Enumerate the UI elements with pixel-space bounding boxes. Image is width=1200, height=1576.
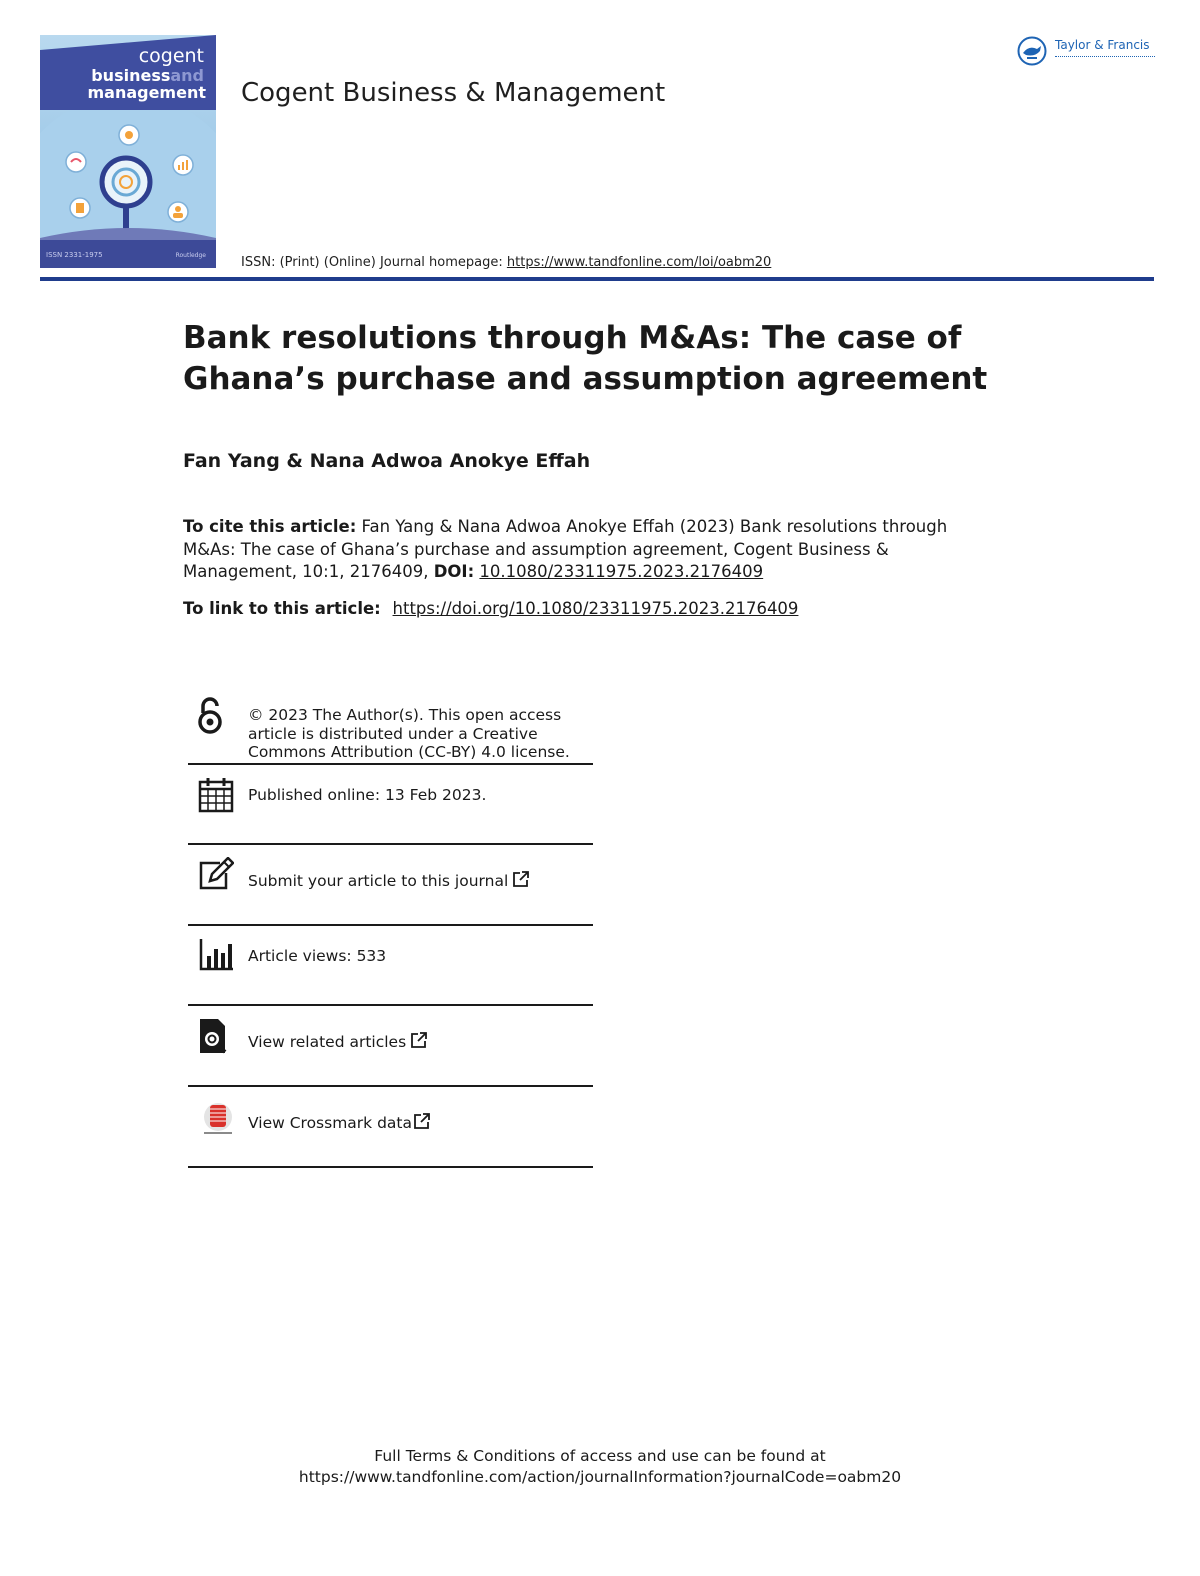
external-link-icon	[410, 1031, 428, 1049]
cover-publisher: Routledge	[175, 252, 206, 259]
journal-title: Cogent Business & Management	[241, 78, 666, 108]
crossmark-row[interactable]	[188, 1087, 593, 1167]
bar-chart-icon	[198, 936, 234, 972]
cover-title-business: businessand	[91, 66, 204, 85]
article-link-line	[183, 599, 798, 618]
license-row	[188, 700, 593, 764]
citation-block	[183, 516, 983, 584]
submit-row[interactable]	[188, 845, 593, 925]
journal-cover	[40, 35, 216, 268]
article-views: Article views: 533	[248, 947, 387, 965]
issn-homepage-line	[241, 255, 771, 270]
edit-icon	[198, 857, 234, 893]
external-link-icon	[512, 870, 530, 888]
crossmark-icon	[200, 1101, 236, 1137]
terms-text: Full Terms & Conditions of access and use can be found at	[374, 1447, 826, 1465]
publisher-logo[interactable]	[1015, 34, 1160, 70]
related-row[interactable]	[188, 1006, 593, 1086]
related-search-icon	[198, 1018, 234, 1054]
terms-url[interactable]: https://www.tandfonline.com/action/journalInformation?journalCode=oabm20	[298, 1468, 902, 1486]
view-related-articles-link[interactable]	[248, 1031, 588, 1052]
cover-artwork	[40, 110, 216, 240]
taylor-francis-lamp-icon	[1017, 36, 1047, 66]
terms-footer	[0, 1446, 1200, 1488]
cite-doi-label: DOI:	[433, 562, 475, 581]
published-row	[188, 765, 593, 843]
article-doi-link[interactable]: https://doi.org/10.1080/23311975.2023.2176409	[392, 599, 799, 618]
issn-text: ISSN: (Print) (Online) Journal homepage:	[241, 255, 507, 270]
cite-doi-link[interactable]: 10.1080/23311975.2023.2176409	[479, 562, 764, 581]
views-row	[188, 926, 593, 1004]
journal-homepage-link[interactable]: https://www.tandfonline.com/loi/oabm20	[506, 255, 772, 270]
article-title-line-2: Ghana’s purchase and assumption agreement	[183, 361, 988, 397]
cite-text: Fan Yang & Nana Adwoa Anokye Effah (2023) Bank resolutions through M&As: The case of Ghana’s purchase and assumption agreement, Cogent Business & Management, 10:1, 2176409,	[183, 517, 948, 581]
publisher-name: Taylor & Francis	[1055, 38, 1150, 52]
calendar-icon	[198, 777, 234, 813]
cover-title-cogent: cogent	[138, 45, 204, 67]
open-access-icon	[192, 696, 228, 736]
link-label: To link to this article:	[183, 599, 387, 618]
submit-article-label: Submit your article to this journal	[248, 872, 509, 890]
view-crossmark-link[interactable]	[248, 1112, 588, 1133]
article-title	[183, 318, 1003, 400]
external-link-icon	[413, 1112, 431, 1130]
cover-title-management: management	[87, 83, 206, 102]
article-title-line-1: Bank resolutions through M&As: The case of	[183, 320, 962, 356]
submit-article-link[interactable]	[248, 870, 588, 891]
header-divider	[40, 277, 1154, 281]
license-text: © 2023 The Author(s). This open access article is distributed under a Creative Commons Attribution (CC-BY) 4.0 license.	[248, 706, 570, 761]
info-divider	[188, 1166, 593, 1168]
view-crossmark-label: View Crossmark data	[248, 1114, 412, 1132]
view-related-label: View related articles	[248, 1033, 407, 1051]
publisher-tagline	[1055, 56, 1155, 60]
cover-issn: ISSN 2331-1975	[46, 251, 103, 259]
article-authors: Fan Yang & Nana Adwoa Anokye Effah	[183, 450, 591, 472]
published-date: Published online: 13 Feb 2023.	[248, 786, 487, 804]
cite-label: To cite this article:	[183, 517, 357, 536]
